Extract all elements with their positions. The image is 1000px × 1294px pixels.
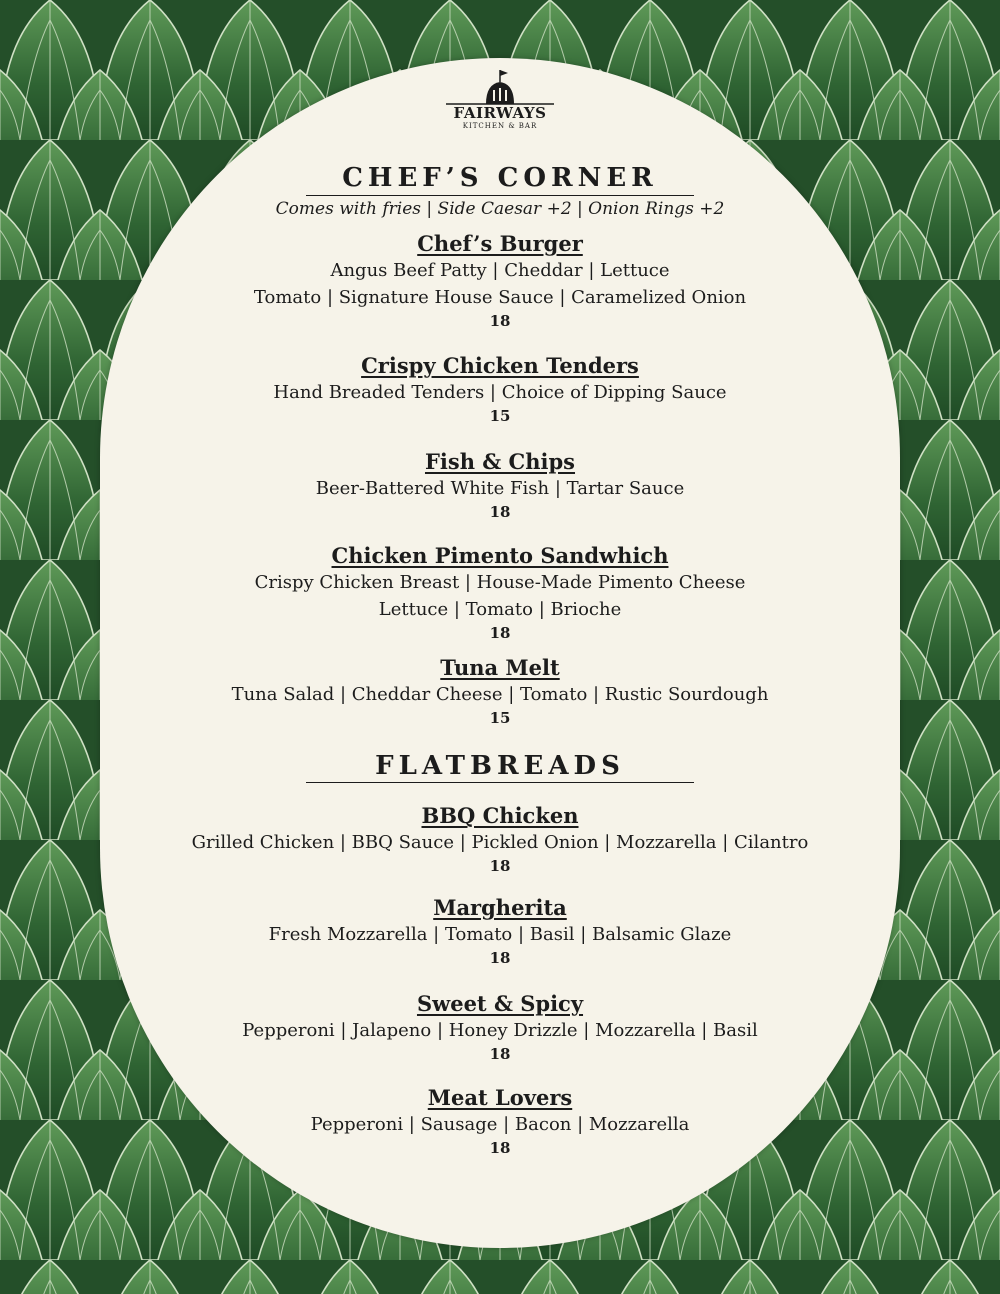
- menu-item: [100, 353, 900, 426]
- menu-item: [100, 895, 900, 968]
- menu-item: [100, 1085, 900, 1158]
- item-price: 18: [489, 503, 511, 521]
- item-name: Crispy Chicken Tenders: [361, 353, 639, 378]
- restaurant-logo: [430, 66, 570, 146]
- item-name: Tuna Melt: [440, 655, 560, 680]
- item-name: Chef’s Burger: [417, 231, 583, 256]
- item-description-line: Fresh Mozzarella | Tomato | Basil | Balsamic Glaze: [268, 924, 732, 945]
- item-price: 15: [489, 709, 511, 727]
- logo-name: FAIRWAYS: [453, 104, 547, 122]
- section-divider: [306, 782, 694, 783]
- item-description-line: Lettuce | Tomato | Brioche: [378, 599, 622, 620]
- item-description-line: Pepperoni | Jalapeno | Honey Drizzle | Mozzarella | Basil: [242, 1020, 758, 1041]
- item-price: 18: [489, 857, 511, 875]
- item-description-line: Crispy Chicken Breast | House-Made Pimento Cheese: [254, 572, 746, 593]
- item-description-line: Angus Beef Patty | Cheddar | Lettuce: [330, 260, 670, 281]
- item-name: Sweet & Spicy: [416, 991, 584, 1016]
- menu-item: [100, 655, 900, 728]
- menu-item: [100, 803, 900, 876]
- item-price: 18: [489, 312, 511, 330]
- item-name: Chicken Pimento Sandwhich: [331, 543, 669, 568]
- section-title-flatbreads: FLATBREADS: [375, 751, 625, 781]
- item-price: 18: [489, 949, 511, 967]
- item-description-line: Tuna Salad | Cheddar Cheese | Tomato | Rustic Sourdough: [231, 684, 769, 705]
- item-price: 18: [489, 1045, 511, 1063]
- sides-note: Comes with fries | Side Caesar +2 | Onion Rings +2: [275, 199, 725, 219]
- item-description-line: Grilled Chicken | BBQ Sauce | Pickled Onion | Mozzarella | Cilantro: [191, 832, 809, 853]
- menu-item: [100, 231, 900, 331]
- item-price: 18: [489, 1139, 511, 1157]
- item-name: Fish & Chips: [424, 449, 576, 474]
- item-description-line: Beer-Battered White Fish | Tartar Sauce: [315, 478, 685, 499]
- logo-tagline: KITCHEN & BAR: [462, 122, 538, 130]
- item-description-line: Tomato | Signature House Sauce | Caramelized Onion: [253, 287, 747, 308]
- item-description-line: Pepperoni | Sausage | Bacon | Mozzarella: [310, 1114, 690, 1135]
- item-name: BBQ Chicken: [421, 803, 579, 828]
- item-price: 18: [489, 624, 511, 642]
- menu-item: [100, 991, 900, 1064]
- section-divider: [306, 195, 694, 196]
- menu-item: [100, 449, 900, 522]
- item-name: Meat Lovers: [427, 1085, 573, 1110]
- section-title-chefs-corner: CHEF’S CORNER: [342, 163, 658, 193]
- item-price: 15: [489, 407, 511, 425]
- dome-fork-knife-icon: [440, 66, 560, 106]
- item-description-line: Hand Breaded Tenders | Choice of Dipping Sauce: [273, 382, 727, 403]
- menu-item: [100, 543, 900, 643]
- item-name: Margherita: [433, 895, 567, 920]
